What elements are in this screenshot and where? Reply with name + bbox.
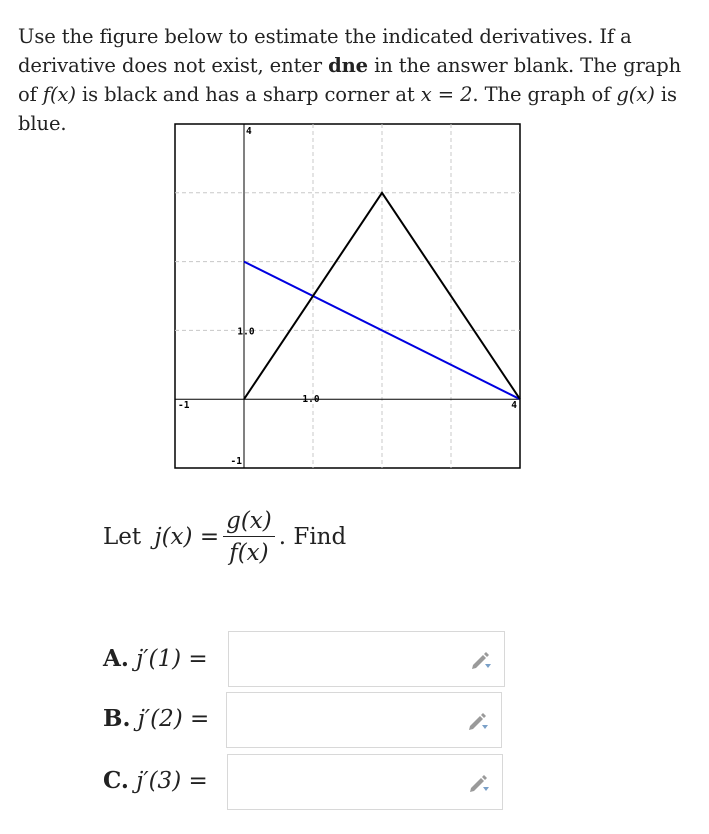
tick-label-y-bottom: -1 <box>230 456 242 467</box>
question-c-expr: j′(3) = <box>136 768 208 794</box>
find-text: . Find <box>278 524 347 550</box>
answer-a-box[interactable] <box>228 631 505 687</box>
question-b-label <box>103 705 209 732</box>
question-b-letter: B. <box>103 705 131 732</box>
intro-text-3: is black and has a sharp corner at <box>75 83 421 106</box>
tick-label-y-1: 1.0 <box>237 326 255 338</box>
pencil-icon[interactable] <box>468 772 492 794</box>
answer-c-input[interactable] <box>228 755 502 809</box>
g-of-x: g(x) <box>616 83 655 106</box>
answer-a-input[interactable] <box>229 632 504 686</box>
corner-location: x = 2 <box>420 83 473 106</box>
pencil-icon[interactable] <box>470 649 494 671</box>
question-c-letter: C. <box>103 767 129 794</box>
fraction-numerator: g(x) <box>223 508 275 537</box>
f-of-x: f(x) <box>42 83 76 106</box>
let-text: Let <box>103 524 149 550</box>
intro-text-4: . The graph of <box>472 83 617 106</box>
function-definition <box>103 508 346 566</box>
question-b-expr: j′(2) = <box>137 706 210 732</box>
question-a-label <box>103 645 208 672</box>
answer-b-input[interactable] <box>227 693 501 747</box>
quotient-fraction <box>223 508 275 566</box>
intro-text-2: in the answer blank. The graph of <box>18 54 682 106</box>
graph-frame <box>175 124 520 468</box>
intro-text-5: is blue. <box>18 83 677 135</box>
pencil-icon[interactable] <box>467 710 491 732</box>
problem-statement <box>18 22 690 138</box>
answer-b-box[interactable] <box>226 692 502 748</box>
tick-label-x-1: 1.0 <box>302 394 320 406</box>
dne-keyword: dne <box>328 54 368 77</box>
intro-text-1: Use the figure below to estimate the indicated derivatives. If a derivative does not exist, enter <box>18 25 632 77</box>
graph-svg <box>174 123 521 469</box>
graph-figure <box>174 123 521 473</box>
tick-label-x-right: 4 <box>511 400 517 412</box>
question-a-letter: A. <box>103 645 129 672</box>
tick-label-x-left: -1 <box>178 400 190 412</box>
answer-c-box[interactable] <box>227 754 503 810</box>
fraction-denominator: f(x) <box>229 540 269 566</box>
question-a-expr: j′(1) = <box>136 646 208 672</box>
j-of-x: j(x) = <box>154 524 220 550</box>
question-c-label <box>103 767 208 794</box>
tick-label-y-top: 4 <box>246 126 252 137</box>
